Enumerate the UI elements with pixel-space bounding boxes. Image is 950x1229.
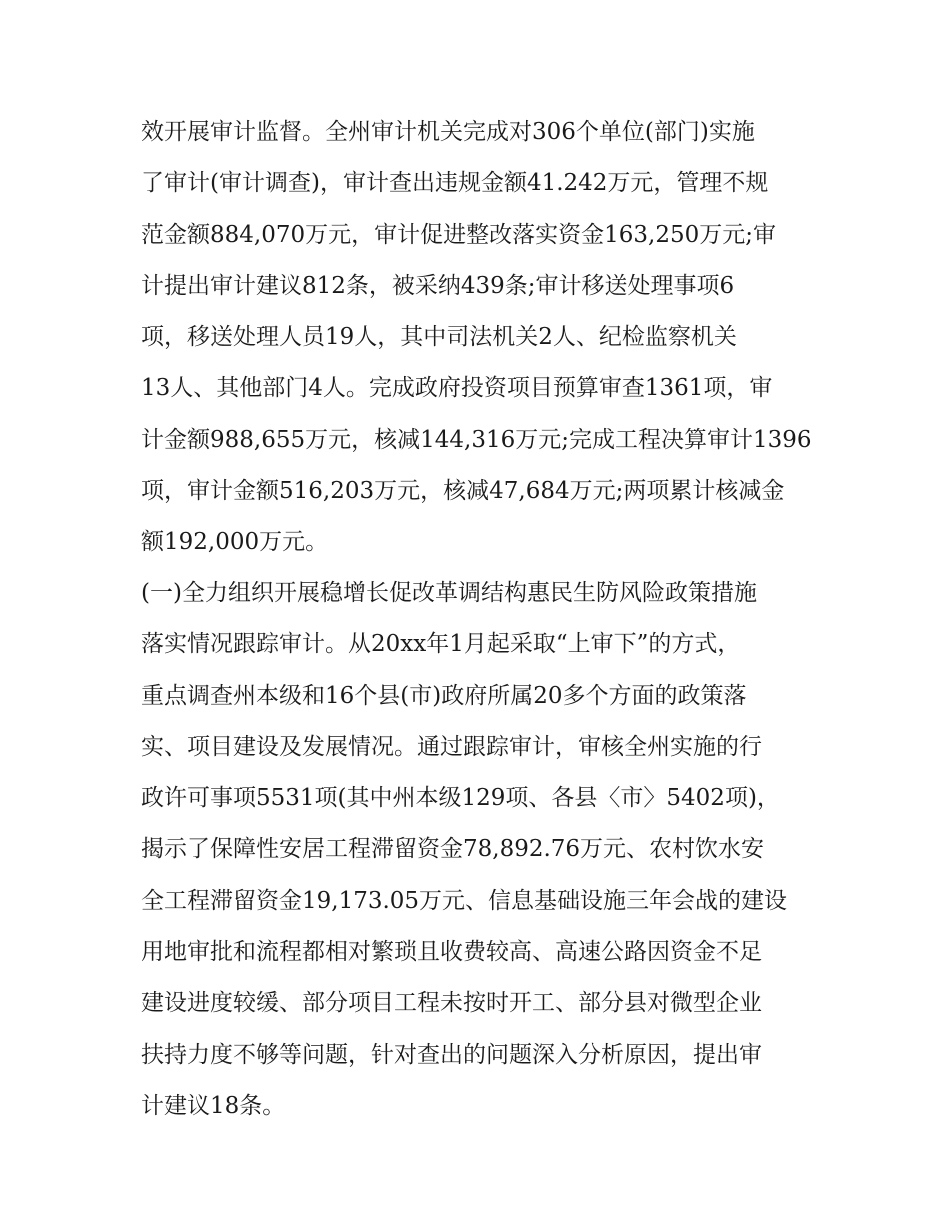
text-line: 计金额988,655万元，核减144,316万元;完成工程决算审计1396 — [141, 426, 812, 453]
text-line: 建设进度较缓、部分项目工程未按时开工、部分县对微型企业 — [141, 990, 762, 1017]
text-line: 落实情况跟踪审计。从20xx年1月起采取“上审下”的方式， — [141, 631, 741, 658]
text-line: (一)全力组织开展稳增长促改革调结构惠民生防风险政策措施 — [141, 580, 757, 606]
text-line: 项，移送处理人员19人，其中司法机关2人、纪检监察机关 — [141, 324, 737, 351]
text-line: 了审计(审计调查)，审计查出违规金额41.242万元，管理不规 — [141, 170, 769, 197]
paragraph-policy-tracking-audit — [141, 568, 821, 1132]
text-line: 计提出审计建议812条，被采纳439条;审计移送处理事项6 — [141, 272, 735, 299]
text-line: 全工程滞留资金19,173.05万元、信息基础设施三年会战的建设 — [141, 887, 788, 914]
text-line: 扶持力度不够等问题，针对查出的问题深入分析原因，提出审 — [141, 1041, 762, 1068]
text-line: 揭示了保障性安居工程滞留资金78,892.76万元、农村饮水安 — [141, 836, 765, 863]
text-line: 实、项目建设及发展情况。通过跟踪审计，审核全州实施的行 — [141, 733, 762, 760]
text-line: 项，审计金额516,203万元，核减47,684万元;两项累计核减金 — [141, 478, 785, 505]
text-line: 政许可事项5531项(其中州本级129项、各县〈市〉5402项)， — [141, 785, 780, 812]
text-line: 计建议18条。 — [141, 1092, 286, 1119]
paragraph-audit-summary — [141, 107, 821, 569]
text-line: 效开展审计监督。全州审计机关完成对306个单位(部门)实施 — [141, 119, 755, 145]
text-line: 重点调查州本级和16个县(市)政府所属20多个方面的政策落 — [141, 682, 747, 709]
text-line: 范金额884,070万元，审计促进整改落实资金163,250万元;审 — [141, 221, 776, 248]
text-line: 用地审批和流程都相对繁琐且收费较高、高速公路因资金不足 — [141, 939, 762, 966]
text-line: 13人、其他部门4人。完成政府投资项目预算审查1361项，审 — [141, 375, 773, 402]
text-line: 额192,000万元。 — [141, 529, 329, 556]
